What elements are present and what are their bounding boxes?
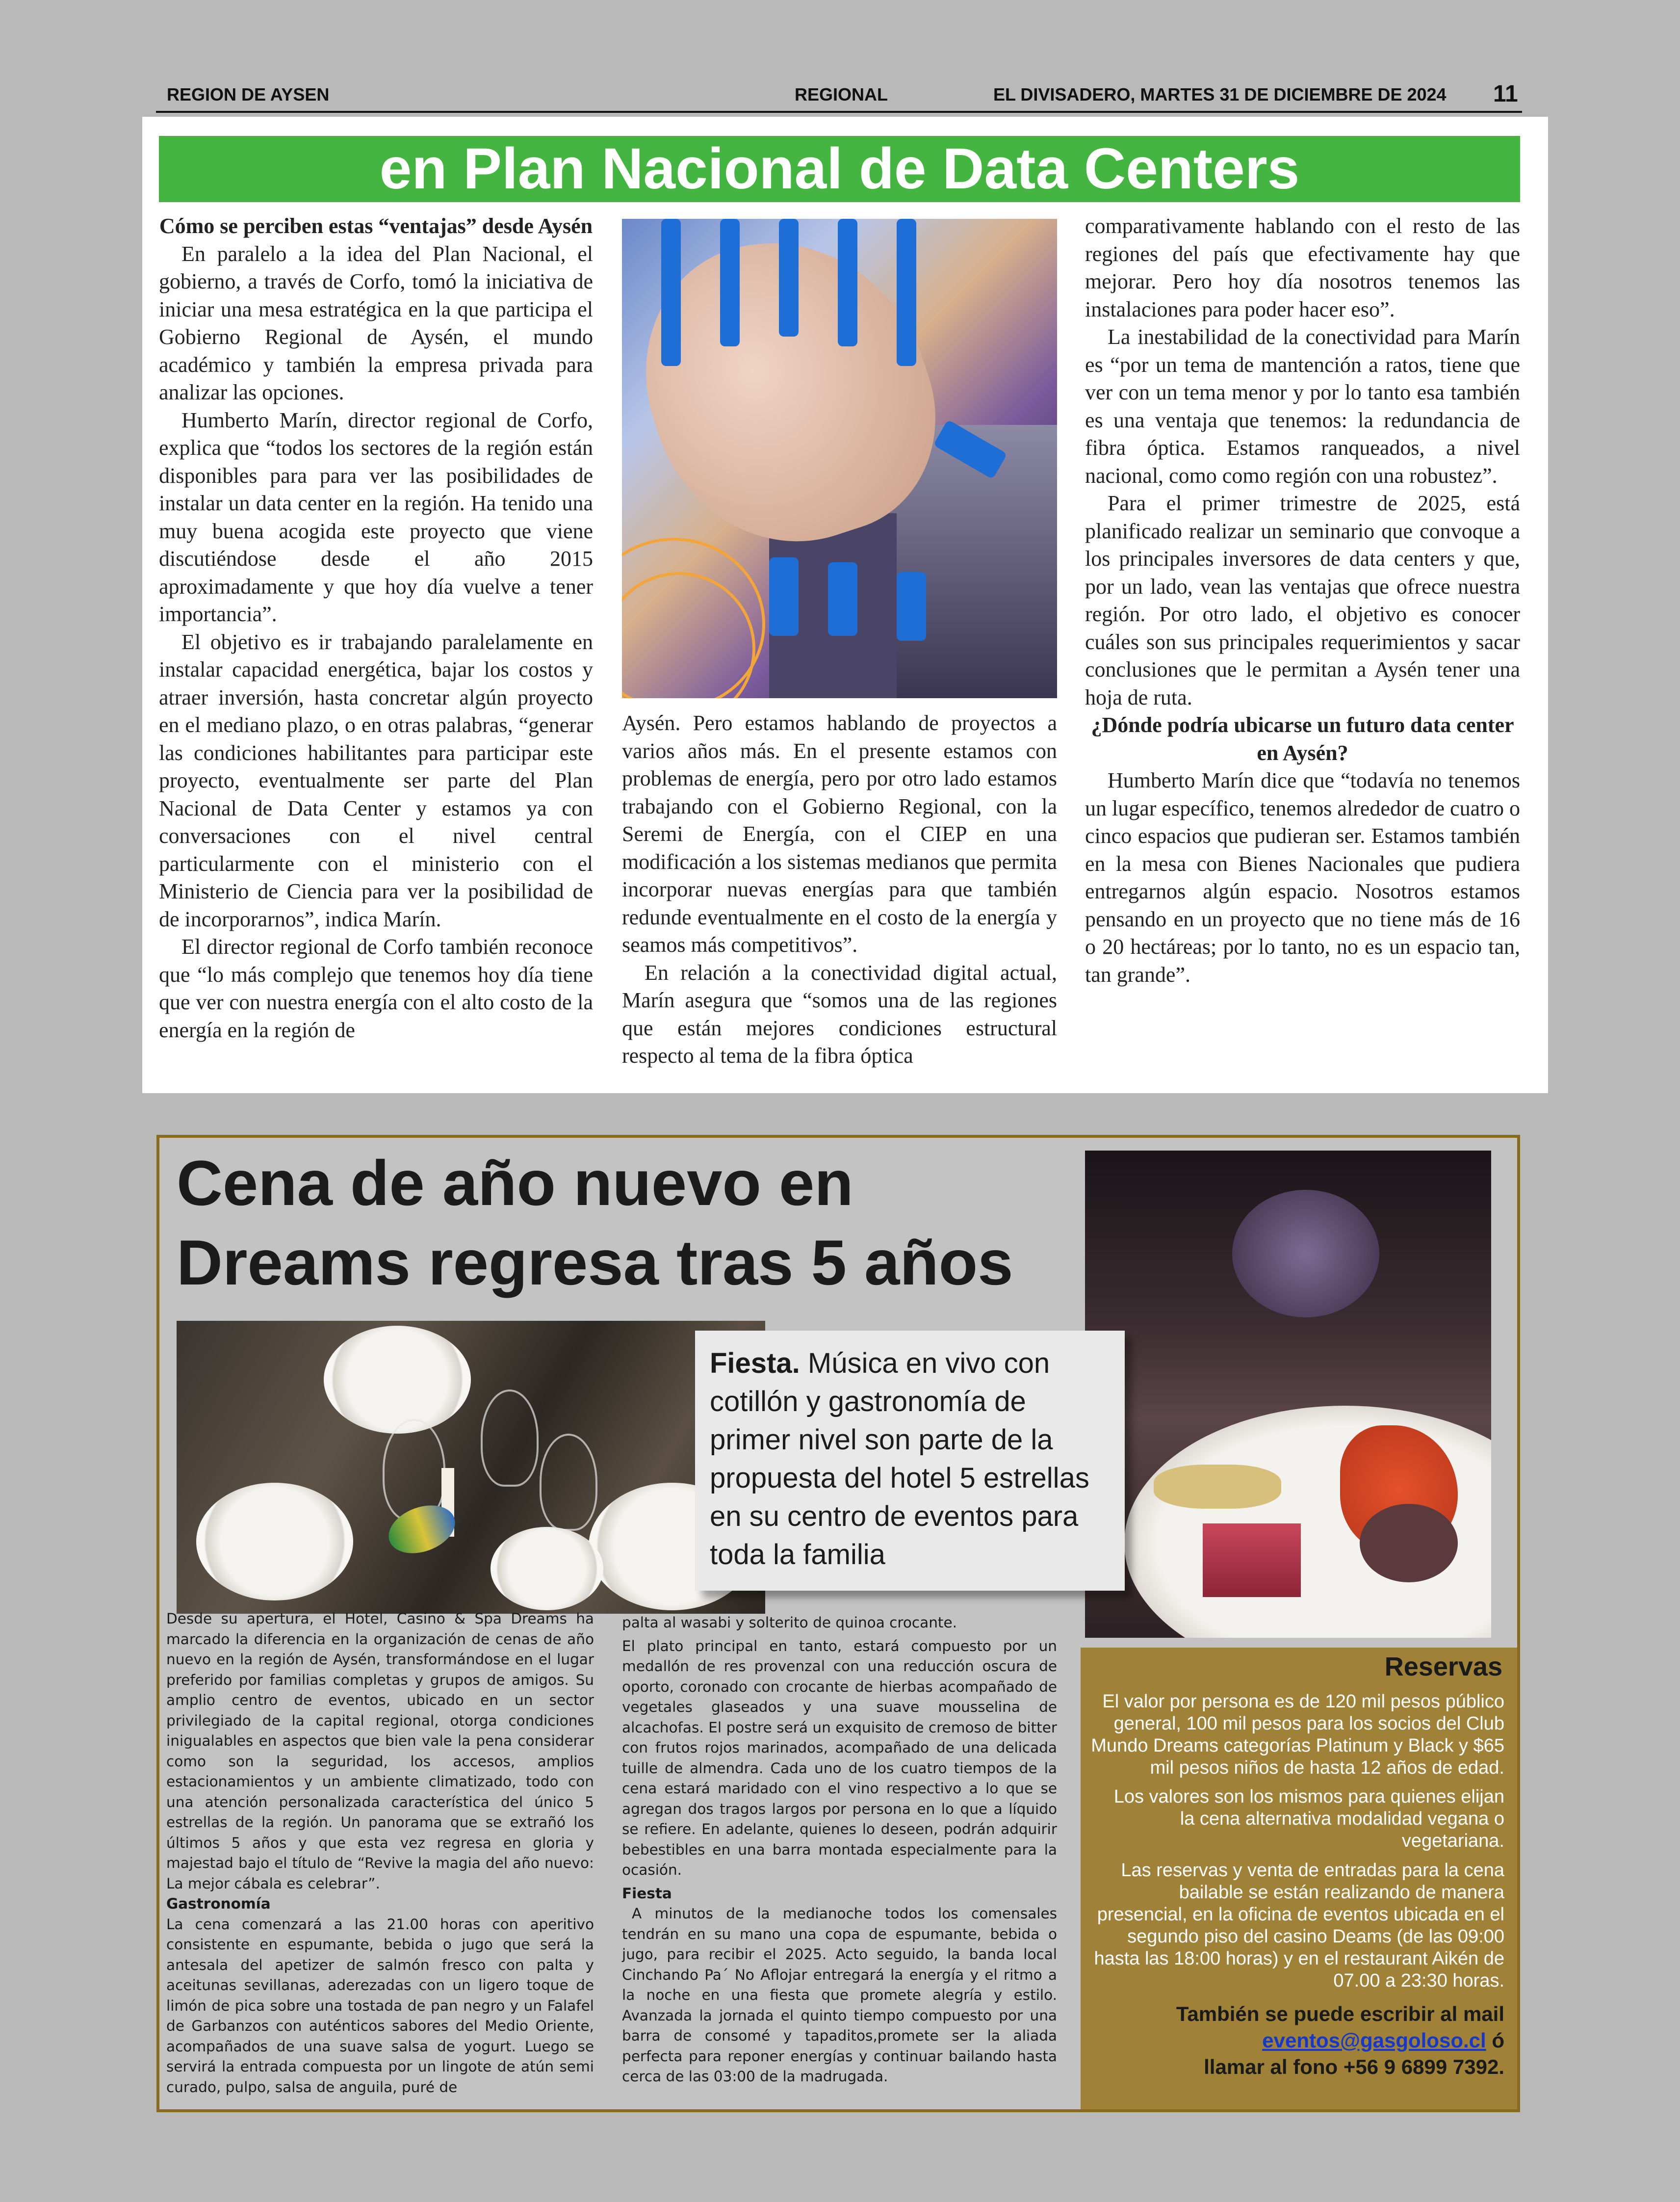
paragraph: La cena comenzará a las 21.00 horas con aperitivo consistente en espumante, bebida o jugo que será la antesala del apetizer de salmón fresco con palta y aceitunas sevillanas, aderezadas con un ligero toque de limón de pica sobre una tostada de pan negro y un Falafel de Garbanzos con auténticos sabores del Medio Oriente, acompañados de una suave salsa de yogurt. Luego se servirá la entrada compuesta por un lingote de atún semi curado, pulpo, salsa de anguila, puré de — [166, 1915, 594, 2096]
paragraph: La inestabilidad de la conectividad para Marín es “por un tema de mantención a ratos, tiene que ver con un tema menor y por lo tanto esa también es una ventaja que tenemos: la redundancia de fibra óptica. Estamos ranqueados, a nivel nacional, como como región con una robustez”. — [1085, 325, 1520, 488]
reservations-alternative: Los valores son los mismos para quienes elijan la cena alternativa modalidad vegana o vegetariana. — [1113, 1786, 1504, 1851]
header-divider — [156, 111, 1522, 113]
contact-email-link[interactable]: eventos@gasgoloso.cl — [1262, 2029, 1486, 2052]
contact-line: También se puede escribir al mail — [1176, 2002, 1504, 2025]
article-column-2 — [622, 709, 1057, 1070]
paragraph: El plato principal en tanto, estará compuesto por un medallón de res provenzal con una reducción oscura de oporto, coronado con crocante de hierbas acompañado de vegetales glaseados y una suave mousselina de alcachofas. El postre será un exquisito de cremoso de bitter con frutos rojos marinados, acompañado de una delicada tuille de almendra. Cada uno de los cuatro tiempos de la cena estará maridado con el vino respectivo a lo que se agregan dos tragos largos por persona en lo que a líquido se refiere. En adelante, quienes lo deseen, podrán adquirir bebestibles en una barra montada especialmente para la ocasión. — [622, 1637, 1057, 1878]
headline-line-2: Dreams regresa tras 5 años — [177, 1227, 1013, 1298]
headline-line-1: Cena de año nuevo en — [177, 1147, 853, 1219]
contact-email-suffix: ó — [1486, 2029, 1504, 2052]
paragraph: Humberto Marín, director regional de Corfo, explica que “todos los sectores de la región están disponibles para para ver las posibilidades de instalar un data center en la región. Ha tenido una muy buena acogida este proyecto que viene discutiéndose desde el año 2015 aproximadamente y que hoy día vuelve a tener importancia”. — [159, 408, 593, 626]
reservations-contact — [1086, 2001, 1504, 2080]
paragraph: Aysén. Pero estamos hablando de proyectos a varios años más. En el presente estamos con problemas de energía, pero por otro lado estamos trabajando con el Gobierno Regional, con la Seremi de Energía, con el CIEP en una modificación a los sistemas medianos que permita incorporar nuevas energías para que también redunde eventualmente en el costo de la energía y seamos más competitivos”. — [622, 711, 1057, 957]
article-column-3 — [1085, 212, 1520, 989]
event-column-1 — [166, 1609, 594, 2097]
event-headline — [177, 1143, 1109, 1302]
paragraph: comparativamente hablando con el resto de las regiones del país que efectivamente hay que mejorar. Pero hoy día nosotros tenemos las instalaciones para poder hacer eso”. — [1085, 214, 1520, 321]
contact-phone: llamar al fono +56 9 6899 7392. — [1204, 2055, 1504, 2078]
fiber-optic-photo — [622, 219, 1057, 698]
caption-text: Música en vivo con cotillón y gastronomía de primer nivel son parte de la propuesta del hotel 5 estrellas en su centro de eventos para toda la familia — [710, 1347, 1089, 1571]
caption-lead: Fiesta. — [710, 1347, 800, 1379]
reservations-panel — [1081, 1648, 1517, 2109]
reservations-locations: Las reservas y venta de entradas para la cena bailable se están realizando de manera presencial, en la oficina de eventos ubicada en el segundo piso del casino Deams (de las 09:00 hasta las 18:00 horas) y en el restaurant Aikén de 07.00 a 23:30 horas. — [1094, 1860, 1504, 1991]
publication-date: EL DIVISADERO, MARTES 31 DE DICIEMBRE DE 2024 — [993, 84, 1447, 105]
section-label: REGION DE AYSEN — [167, 84, 330, 105]
gourmet-dish-photo — [1085, 1151, 1491, 1638]
paragraph: Para el primer trimestre de 2025, está planificado realizar un seminario que convoque a los principales inversores de data centers y que, por un lado, vean las ventajas que ofrece nuestra región. Por otro lado, el objetivo es conocer cuáles son sus principales requerimientos y sacar conclusiones que le permitan a Aysén tener una hoja de ruta. — [1085, 491, 1520, 709]
event-column-2 — [622, 1613, 1057, 2087]
section-category: REGIONAL — [795, 84, 888, 105]
column-subhead: ¿Dónde podría ubicarse un futuro data center en Aysén? — [1091, 713, 1514, 765]
paragraph: A minutos de la medianoche todos los comensales tendrán en su mano una copa de espumante, bebida o jugo, para recibir el 2025. Acto seguido, la banda local Cinchando Pa´ No Aflojar entregará la energía y el ritmo a la noche en una fiesta que promete alegría y estilo. Avanzada la jornada el quinto tiempo compuesto por una barra de consomé y tapaditos,promete ser la aliada perfecta para reponer energías y continuar bailando hasta cerca de las 03:00 de la madrugada. — [622, 1905, 1057, 2085]
photo-caption — [695, 1331, 1125, 1591]
paragraph: Humberto Marín dice que “todavía no tenemos un lugar específico, tenemos alrededor de cuatro o cinco espacios que pudieran ser. Estamos también en la mesa con Bienes Nacionales que pudiera entregarnos algún espacio. Nosotros estamos pensando en un proyecto que no tiene más de 16 o 20 hectáreas; por lo tanto, no es un espacio tan, tan grande”. — [1085, 768, 1520, 987]
column-subhead: Fiesta — [622, 1885, 672, 1902]
dinner-table-photo — [177, 1321, 765, 1614]
paragraph: En relación a la conectividad digital actual, Marín asegura que “somos una de las regiones que están mejores condiciones estructural respecto al tema de la fibra óptica — [622, 960, 1057, 1068]
article-column-1 — [159, 212, 593, 1044]
paragraph: palta al wasabi y solterito de quinoa crocante. — [622, 1614, 957, 1631]
paragraph: El objetivo es ir trabajando paralelamente en instalar capacidad energética, bajar los costos y atraer inversión, hasta concretar algún proyecto en el mediano plazo, o en otras palabras, “generar las condiciones habilitantes para participar este proyecto, eventualmente ser parte del Plan Nacional de Data Center y estamos ya con conversaciones con el nivel central particularmente con el ministerio con el Ministerio de Ciencia para ver la posibilidad de de incorporarnos”, indica Marín. — [159, 629, 593, 931]
article-headline: en Plan Nacional de Data Centers — [159, 136, 1520, 202]
paragraph: En paralelo a la idea del Plan Nacional, el gobierno, a través de Corfo, tomó la iniciativa de iniciar una mesa estratégica en la que participa el Gobierno Regional de Aysén, el mundo académico y también la empresa privada para analizar las opciones. — [159, 241, 593, 404]
reservations-title: Reservas — [1384, 1652, 1502, 1681]
reservations-prices: El valor por persona es de 120 mil pesos público general, 100 mil pesos para los socios del Club Mundo Dreams categorías Platinum y Black y $65 mil pesos niños de hasta 12 años de edad. — [1091, 1691, 1504, 1778]
paragraph: El director regional de Corfo también reconoce que “lo más complejo que tenemos hoy día tiene que ver con nuestra energía con el alto costo de la energía en la región de — [159, 935, 593, 1042]
paragraph: Desde su apertura, el Hotel, Casino & Spa Dreams ha marcado la diferencia en la organización de cenas de año nuevo en la región de Aysén, transformándose en el lugar preferido por familias completas y grupos de amigos. Su amplio centro de eventos, ubicado en un sector privilegiado de la capital regional, otorga condiciones inigualables en aspectos que bien vale la pena considerar como son la seguridad, los accesos, amplios estacionamientos y un ambiente climatizado, todo con una atención personalizada característica del único 5 estrellas de la región. Un panorama que se extrañó los últimos 5 años y que esta vez regresa en gloria y majestad bajo el título de “Revive la magia del año nuevo: La mejor cábala es celebrar”. — [166, 1610, 594, 1892]
column-subhead: Cómo se perciben estas “ventajas” desde Aysén — [159, 214, 593, 238]
page-number: 11 — [1493, 81, 1518, 107]
column-subhead: Gastronomía — [166, 1895, 271, 1912]
